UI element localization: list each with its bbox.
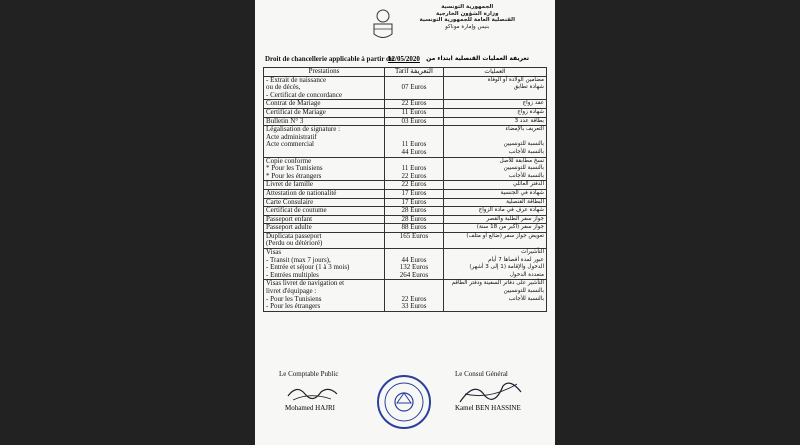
table-row [264, 189, 547, 198]
comptable-name: Mohamed HAJRI [285, 404, 335, 412]
prestation-cell: Visas - Transit (max 7 jours), - Entrée et séjour (1 à 3 mois) - Entrées multiples [264, 249, 385, 280]
table-row [264, 157, 547, 181]
arabic-cell: جواز سفر الطلبة والقصر [444, 215, 547, 224]
arabic-cell: شهادة عرف في مادة الزواج [444, 207, 547, 216]
signature-left-icon [285, 382, 340, 404]
prestation-cell: - Extrait de naissance ou de décès, - Certificat de concordance [264, 76, 385, 100]
tarif-cell: 03 Euros [385, 117, 444, 126]
tarif-cell: 07 Euros [385, 76, 444, 100]
header-line: القنصلية العامة للجمهورية التونسية [419, 17, 515, 24]
arabic-cell: شهادة في الجنسية [444, 189, 547, 198]
table-header-row [264, 68, 547, 77]
arabic-cell: التأشير على دفاتر السفينة ودفتر الطاقم بالنسبة للتونسيين بالنسبة للأجانب [444, 280, 547, 311]
consul-name: Kamel BEN HASSINE [455, 404, 521, 412]
consul-title: Le Consul Général [455, 370, 508, 378]
table-row [264, 249, 547, 280]
prestation-cell: Passeport adulte [264, 224, 385, 233]
table-row [264, 280, 547, 311]
title-right: تعريفة العمليات القنصلية ابتداء من [426, 55, 529, 62]
arabic-cell: التعريف بالإمضاء بالنسبة للتونسيين بالنسبة للأجانب [444, 126, 547, 157]
tarif-cell: 22 Euros [385, 181, 444, 190]
col-arabic: العمليات [444, 68, 547, 77]
tarif-cell: 44 Euros 132 Euros 264 Euros [385, 249, 444, 280]
arabic-cell: شهادة زواج [444, 108, 547, 117]
arabic-cell: عقد زواج [444, 100, 547, 109]
tarif-cell: 22 Euros [385, 100, 444, 109]
official-stamp-icon [375, 373, 433, 431]
prestation-cell: Livret de famille [264, 181, 385, 190]
arabic-cell: مضامين الولادة أو الوفاة شهادة تطابق [444, 76, 547, 100]
arabic-header [420, 4, 516, 30]
tarif-cell: 28 Euros [385, 215, 444, 224]
arabic-cell: التأشيرات عبور لمدة أقصاها 7 أيام الدخول والإقامة (1 إلى 3 أشهر) متعددة الدخول [444, 249, 547, 280]
arabic-cell: نسخ مطابقة للأصل بالنسبة للتونسيين بالنسبة للأجانب [444, 157, 547, 181]
prestation-cell: Certificat de Mariage [264, 108, 385, 117]
tarif-cell: 17 Euros [385, 198, 444, 207]
tunisia-crest-icon [370, 8, 396, 42]
arabic-cell: بطاقة عدد 3 [444, 117, 547, 126]
table-row [264, 126, 547, 157]
fees-table [263, 67, 547, 312]
tarif-cell: 28 Euros [385, 207, 444, 216]
arabic-cell: تعويض جواز سفر (ضائع أو متلف) [444, 232, 547, 248]
tarif-cell: 22 Euros 33 Euros [385, 280, 444, 311]
prestation-cell: Légalisation de signature : Acte administratif Acte commercial [264, 126, 385, 157]
col-prestations: Prestations [264, 68, 385, 77]
document-page [255, 0, 555, 445]
header-line: وزارة الشؤون الخارجية [435, 10, 499, 17]
header-line: بنيس وإمارة موناكو [445, 23, 490, 30]
prestation-cell: Visas livret de navigation et livret d'équipage : - Pour les Tunisiens - Pour les étrangers [264, 280, 385, 311]
prestation-cell: Passeport enfant [264, 215, 385, 224]
table-row [264, 76, 547, 100]
prestation-cell: Attestation de nationalité [264, 189, 385, 198]
comptable-title: Le Comptable Public [279, 370, 339, 378]
prestation-cell: Contrat de Mariage [264, 100, 385, 109]
arabic-cell: الدفتر العائلي [444, 181, 547, 190]
header-line: الجمهورية التونسية [441, 4, 494, 10]
arabic-cell: البطاقة القنصلية [444, 198, 547, 207]
prestation-cell: Certificat de coutume [264, 207, 385, 216]
table-row [264, 108, 547, 117]
tarif-cell: 165 Euros [385, 232, 444, 248]
tarif-cell: 11 Euros 22 Euros [385, 157, 444, 181]
tarif-cell: 11 Euros 44 Euros [385, 126, 444, 157]
prestation-cell: Carte Consulaire [264, 198, 385, 207]
title-left: Droit de chancellerie applicable à partir du [265, 55, 394, 63]
arabic-cell: جواز سفر (أكبر من 18 سنة) [444, 224, 547, 233]
prestation-cell: Bulletin N° 3 [264, 117, 385, 126]
prestation-cell: Copie conforme * Pour les Tunisiens * Pour les étrangers [264, 157, 385, 181]
table-row [264, 232, 547, 248]
tarif-cell: 88 Euros [385, 224, 444, 233]
table-row [264, 207, 547, 216]
prestation-cell: Duplicata passeport (Perdu ou détérioré) [264, 232, 385, 248]
tarif-cell: 11 Euros [385, 108, 444, 117]
tarif-cell: 17 Euros [385, 189, 444, 198]
col-tarif: Tarif التعريفة [385, 68, 444, 77]
effective-date: 12/05/2020 [388, 55, 420, 63]
